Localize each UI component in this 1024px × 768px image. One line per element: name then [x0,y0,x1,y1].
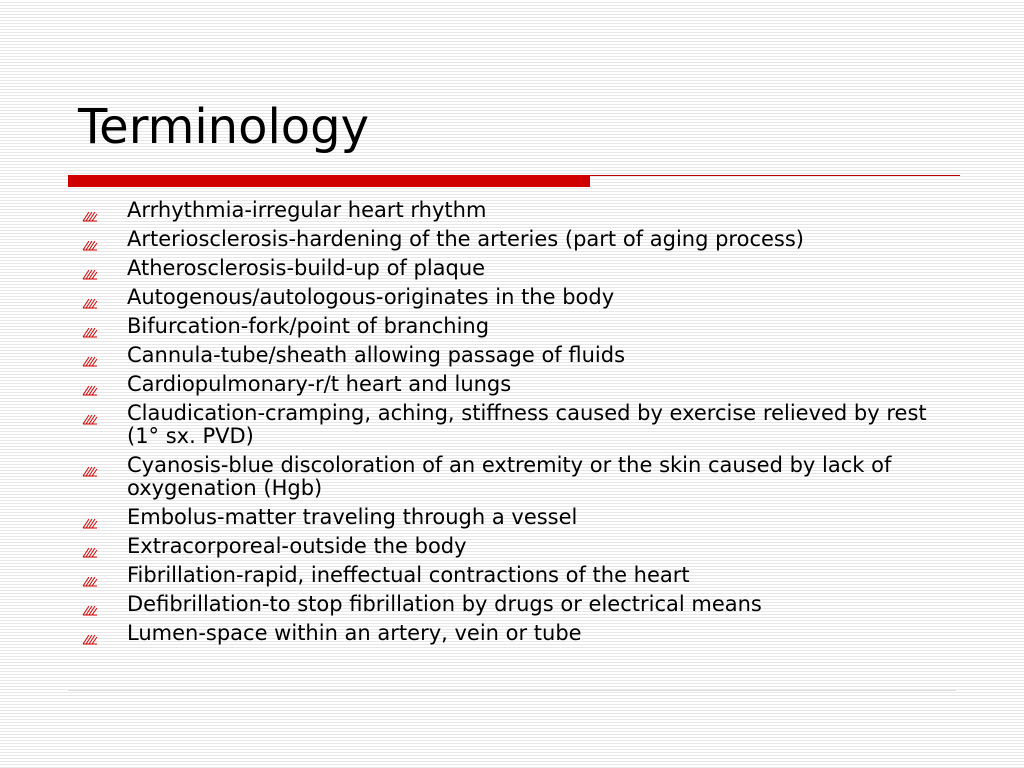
hatched-bullet-icon [82,598,98,612]
hatched-bullet-icon [82,291,98,305]
hatched-bullet-icon [82,320,98,334]
bullet-text: Extracorporeal-outside the body [127,534,467,558]
bullet-item [80,454,960,500]
hatched-bullet-icon [82,627,98,641]
bullet-text: Claudication-cramping, aching, stiffness caused by exercise relieved by rest (1° sx. PVD) [127,401,927,448]
title-underline [68,175,960,189]
bullet-text: Defibrillation-to stop fibrillation by drugs or electrical means [127,592,762,616]
bullet-list [80,199,960,651]
slide-title: Terminology [78,99,370,155]
bullet-text: Arrhythmia-irregular heart rhythm [127,198,487,222]
bullet-text: Cardiopulmonary-r/t heart and lungs [127,372,512,396]
bullet-text: Fibrillation-rapid, ineffectual contractions of the heart [127,563,690,587]
bullet-item [80,535,960,558]
bullet-item [80,286,960,309]
bullet-item [80,564,960,587]
bullet-text: Bifurcation-fork/point of branching [127,314,490,338]
bullet-text: Atherosclerosis-build-up of plaque [127,256,486,280]
hatched-bullet-icon [82,511,98,525]
bullet-text: Autogenous/autologous-originates in the body [127,285,615,309]
bullet-item [80,402,960,448]
hatched-bullet-icon [82,569,98,583]
bullet-item [80,622,960,645]
bullet-item [80,199,960,222]
bullet-text: Cannula-tube/sheath allowing passage of fluids [127,343,626,367]
bullet-text: Lumen-space within an artery, vein or tube [127,621,582,645]
bullet-item [80,315,960,338]
hatched-bullet-icon [82,262,98,276]
hatched-bullet-icon [82,204,98,218]
bullet-text: Cyanosis-blue discoloration of an extremity or the skin caused by lack of oxygenation (Hgb) [127,453,892,500]
bullet-item [80,593,960,616]
bullet-item [80,344,960,367]
title-accent-bar [68,175,590,187]
hatched-bullet-icon [82,233,98,247]
bullet-item [80,257,960,280]
hatched-bullet-icon [82,349,98,363]
hatched-bullet-icon [82,540,98,554]
footer-divider [68,690,956,691]
bullet-item [80,228,960,251]
hatched-bullet-icon [82,378,98,392]
bullet-item [80,506,960,529]
bullet-item [80,373,960,396]
title-rule-line [590,175,960,176]
hatched-bullet-icon [82,407,98,421]
bullet-text: Arteriosclerosis-hardening of the arteries (part of aging process) [127,227,804,251]
hatched-bullet-icon [82,459,98,473]
bullet-text: Embolus-matter traveling through a vessel [127,505,578,529]
